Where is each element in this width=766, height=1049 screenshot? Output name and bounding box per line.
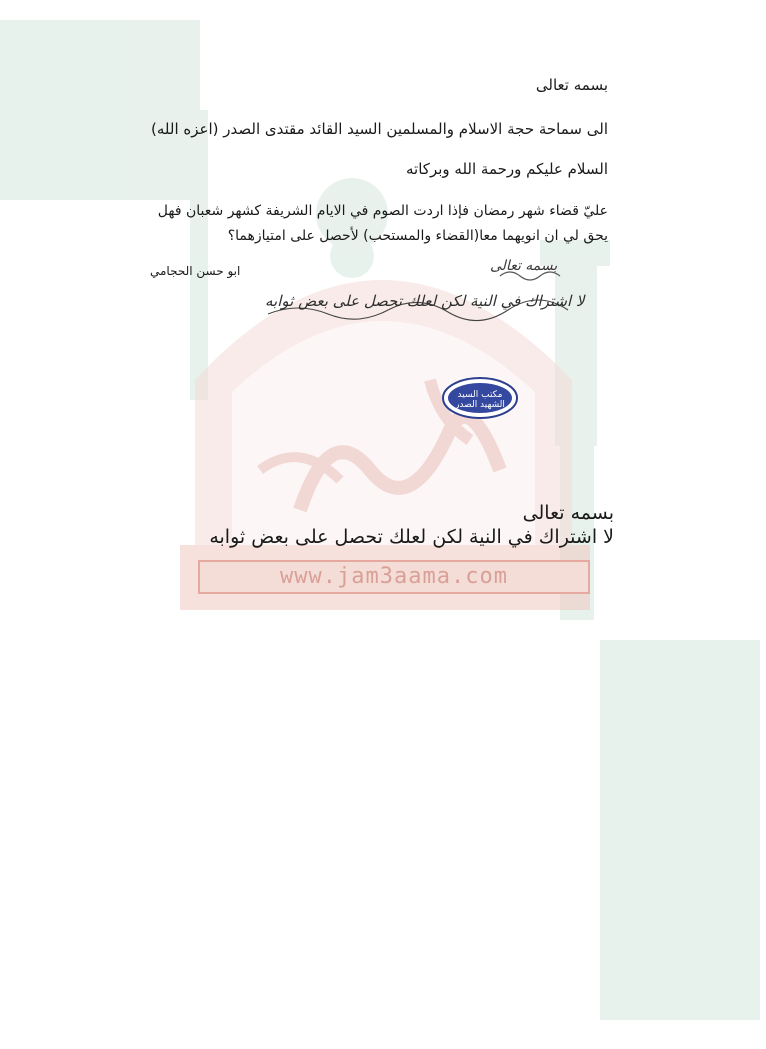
watermark-url: www.jam3aama.com: [198, 560, 590, 594]
handwritten-greeting: بسمه تعالى: [490, 258, 558, 274]
letter-signature: ابو حسن الحجامي: [150, 264, 241, 278]
answer-greeting: بسمه تعالى: [522, 502, 614, 524]
question-line-2: يحق لي ان انويهما معا(القضاء والمستحب) لأحصل على امتيازهما؟: [227, 228, 608, 244]
question-line-1: عليّ قضاء شهر رمضان فإذا اردت الصوم في الايام الشريفة كشهر شعبان فهل: [157, 203, 608, 219]
stamp-text: مكتب السيد الشهيد الصدر: [455, 390, 505, 410]
handwritten-answer: لا اشتراك في النية لكن لعلك تحصل على بعض ثوابه: [265, 292, 585, 310]
letter-addressee: الى سماحة حجة الاسلام والمسلمين السيد القائد مقتدى الصدر (اعزه الله): [151, 120, 608, 138]
letter-salutation: السلام عليكم ورحمة الله وبركاته: [406, 160, 608, 178]
letter-greeting: بسمه تعالى: [535, 76, 608, 94]
answer-text: لا اشتراك في النية لكن لعلك تحصل على بعض ثوابه: [209, 526, 614, 548]
